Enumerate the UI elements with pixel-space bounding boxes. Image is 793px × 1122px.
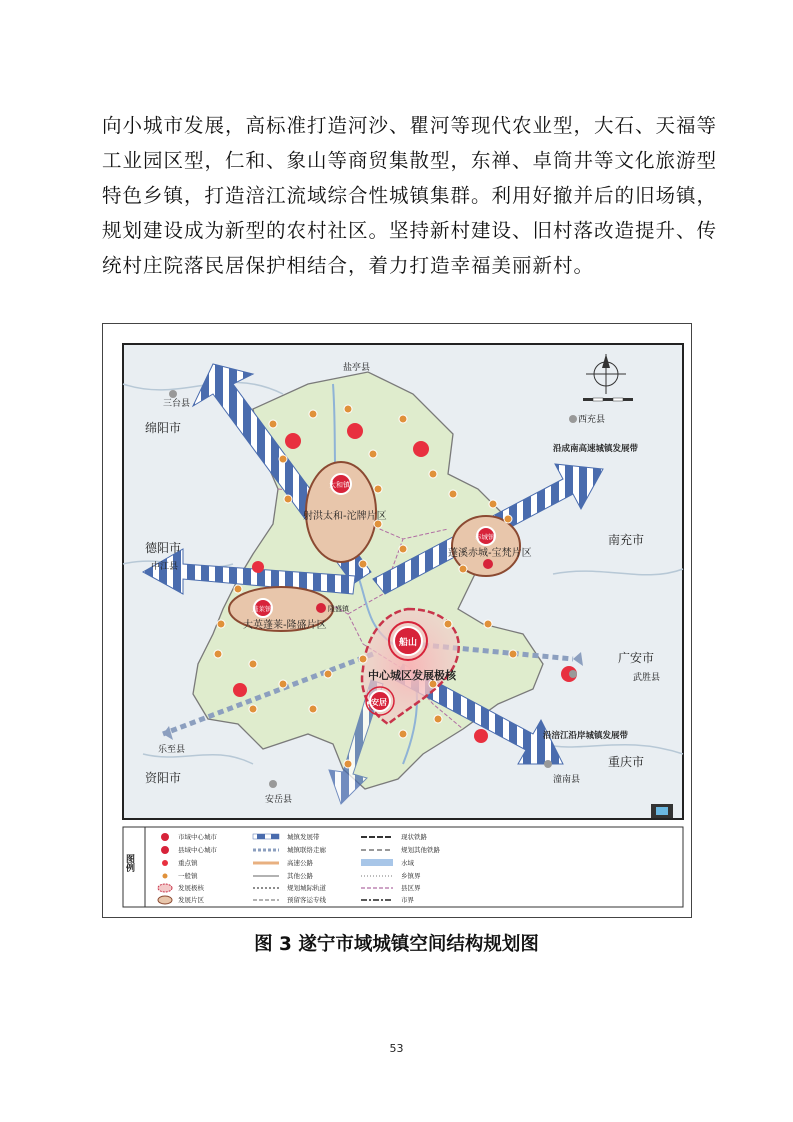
legend-item-18: 市界: [401, 896, 414, 904]
label-core: 中心城区发展极核: [368, 669, 456, 682]
legend-title: 图例: [124, 854, 134, 872]
label-santai: 三台县: [163, 399, 191, 409]
label-anyue: 安岳县: [265, 795, 293, 805]
legend-item-2: 城镇发展带: [287, 833, 320, 841]
legend-item-5: 城镇联络走廊: [287, 846, 326, 854]
label-corridor-northeast: 沿成南高速城镇发展带: [553, 444, 639, 454]
scale-bar: [583, 398, 633, 401]
body-line-3: 特色乡镇，打造涪江流域综合性城镇集群。利用好撤并后的旧场镇，: [102, 184, 718, 207]
planning-map: [103, 324, 691, 917]
map-legend: [123, 827, 683, 907]
label-corridor-southeast: 沿涪江沿岸城镇发展带: [543, 731, 629, 741]
legend-item-11: 其他公路: [287, 872, 313, 880]
figure-caption: 图 3 遂宁市域城镇空间结构规划图: [254, 934, 539, 955]
legend-item-14: 规划城际轨道: [287, 884, 326, 892]
legend-item-9: 水域: [401, 859, 414, 867]
label-zhongjiang: 中江县: [151, 562, 179, 572]
legend-item-4: 县域中心城市: [178, 846, 217, 854]
legend-item-3: 现状铁路: [401, 833, 427, 841]
label-chicheng: 赤城镇: [475, 533, 495, 541]
label-taihe: 太和镇: [329, 481, 350, 489]
label-chuanshan: 船山: [399, 638, 418, 648]
label-tongnan: 潼南县: [553, 775, 581, 785]
legend-item-6: 规划其他铁路: [401, 846, 440, 854]
label-ziyang: 资阳市: [145, 771, 182, 785]
legend-item-8: 高速公路: [287, 859, 313, 867]
legend-item-13: 发展极核: [178, 884, 204, 892]
body-paragraph: [102, 108, 718, 283]
label-penglai: 蓬莱镇: [252, 605, 272, 613]
legend-item-16: 发展片区: [178, 896, 204, 904]
legend-item-7: 重点镇: [178, 859, 198, 867]
label-lezhi: 乐至县: [158, 745, 186, 755]
label-yanting: 盐亭县: [343, 363, 371, 373]
label-cluster-east: 蓬溪赤城-宝梵片区: [448, 548, 532, 559]
label-chongqing: 重庆市: [608, 755, 645, 769]
label-cluster-north: 射洪太和-沱牌片区: [303, 511, 387, 522]
label-longsheng: 隆盛镇: [328, 605, 349, 613]
page-number: 53: [389, 1042, 404, 1055]
legend-item-17: 预留客运专线: [287, 896, 326, 904]
body-line-5: 统村庄院落民居保护相结合，着力打造幸福美丽新村。: [102, 254, 595, 277]
label-anju: 安居: [371, 698, 387, 707]
legend-item-1: 市域中心城市: [178, 833, 217, 841]
legend-item-12: 乡镇界: [401, 872, 421, 880]
body-line-1: 向小城市发展，高标准打造河沙、瞿河等现代农业型，大石、天福等: [102, 114, 718, 137]
label-cluster-west: 大英蓬莱-隆盛片区: [243, 620, 327, 631]
body-line-4: 规划建设成为新型的农村社区。坚持新村建设、旧村落改造提升、传: [102, 219, 718, 242]
label-wusheng: 武胜县: [633, 673, 661, 683]
legend-item-15: 县区界: [401, 884, 421, 892]
label-nanchong: 南充市: [608, 533, 645, 547]
legend-item-10: 一般镇: [178, 872, 198, 880]
planning-map-figure: [102, 323, 692, 918]
label-xichong: 西充县: [578, 415, 606, 425]
body-line-2: 工业园区型，仁和、象山等商贸集散型，东禅、卓筒井等文化旅游型: [102, 149, 718, 172]
label-mianyang: 绵阳市: [145, 421, 182, 435]
label-guangan: 广安市: [618, 651, 655, 665]
label-deyang: 德阳市: [145, 541, 182, 555]
